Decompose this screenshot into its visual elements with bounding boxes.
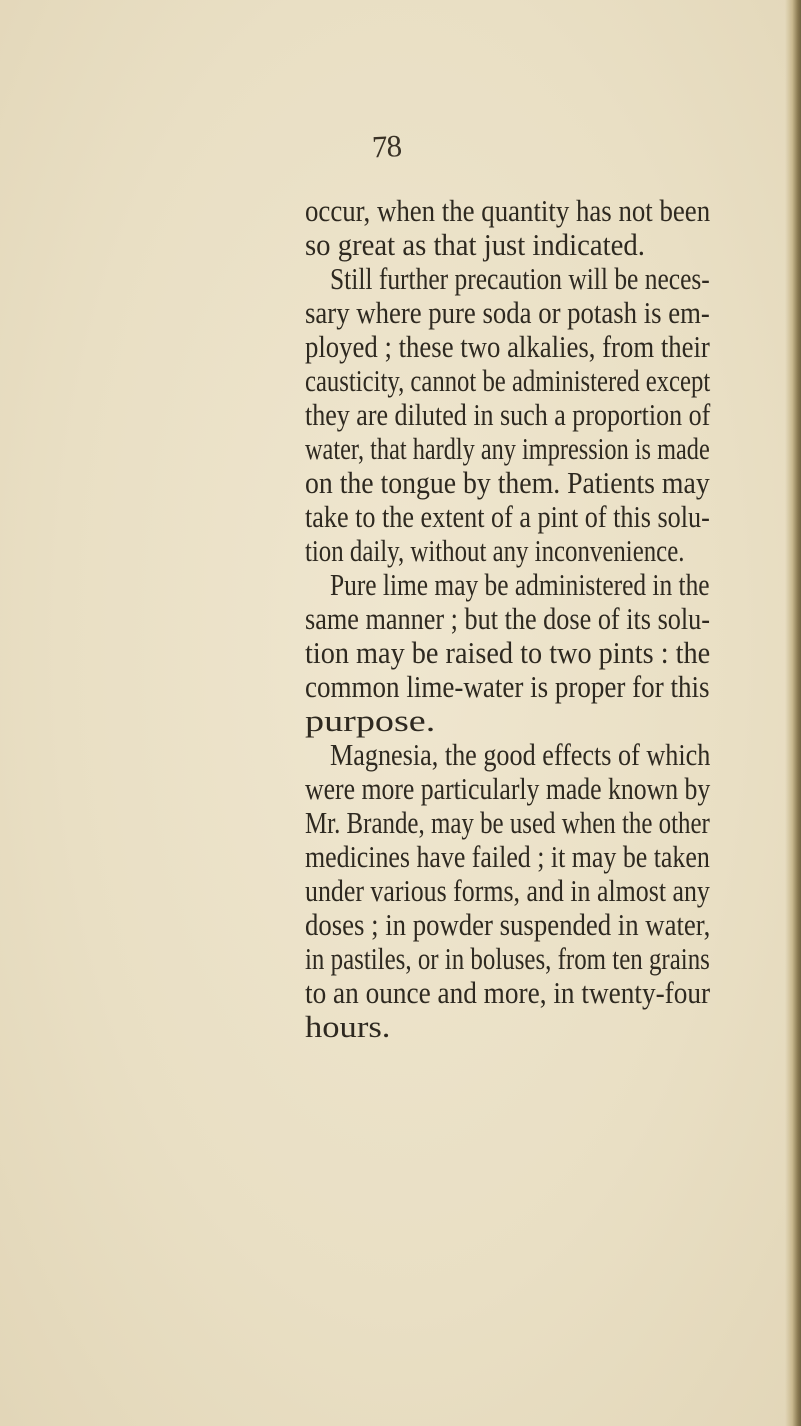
text-line: Still further precaution will be neces-	[330, 262, 710, 296]
text-line: Magnesia, the good effects of which	[330, 738, 711, 772]
text-line: tion may be raised to two pints : the	[305, 636, 711, 670]
text-line: common lime-water is proper for this	[305, 670, 710, 704]
text-line: to an ounce and more, in twenty-four	[305, 976, 711, 1010]
text-line: medicines have failed ; it may be taken	[305, 840, 710, 874]
text-line: they are diluted in such a proportion of	[305, 398, 711, 432]
text-line: sary where pure soda or potash is em-	[305, 296, 710, 330]
text-line: occur, when the quantity has not been	[305, 194, 711, 228]
text-line: same manner ; but the dose of its solu-	[305, 602, 711, 636]
page-number: 78	[371, 128, 402, 165]
text-line: tion daily, without any inconvenience.	[305, 534, 685, 568]
text-line: Mr. Brande, may be used when the other	[305, 806, 710, 840]
text-line: in pastiles, or in boluses, from ten grains	[305, 942, 710, 976]
text-line: were more particularly made known by	[305, 772, 711, 806]
text-line: on the tongue by them. Patients may	[305, 466, 710, 500]
text-line: Pure lime may be administered in the	[330, 568, 710, 602]
text-line: doses ; in powder suspended in water,	[305, 908, 711, 942]
text-line: water, that hardly any impression is made	[305, 432, 710, 466]
text-line: take to the extent of a pint of this solu-	[305, 500, 710, 534]
text-line: hours.	[305, 1010, 391, 1044]
text-line: purpose.	[305, 704, 436, 738]
text-line: ployed ; these two alkalies, from their	[305, 330, 710, 364]
text-line: causticity, cannot be administered except	[305, 364, 711, 398]
page-edge-shadow	[785, 0, 801, 1426]
text-line: under various forms, and in almost any	[305, 874, 710, 908]
text-line: so great as that just indicated.	[305, 228, 645, 262]
